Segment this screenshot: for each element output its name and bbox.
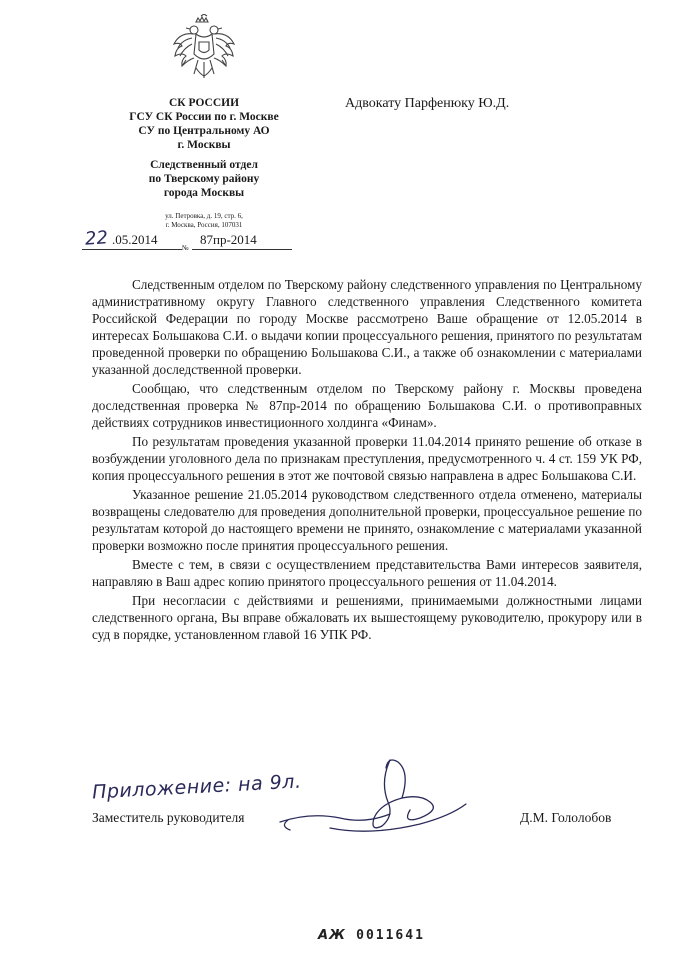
org-line: СУ по Центральному АО (138, 125, 270, 137)
dept-line: города Москвы (163, 187, 245, 199)
body-paragraph: Следственным отделом по Тверскому району следственного управления по Центральному административному округу Главного следственного управления Следственного комитета Российской Федерации по городу Москве рассмотрено Ваше обращение от 12.05.2014 в интересах Большакова С.И. о выдачи копии процессуального решения, принятого по результатам проведенной проверки по обращению Большакова С.И., а также об ознакомлении с материалами указанной доследственной проверки. (92, 277, 642, 377)
handwritten-signature (270, 752, 470, 842)
outgoing-reference (82, 228, 297, 258)
form-serial-number (318, 928, 425, 943)
reference-number: 87пр-2014 (200, 232, 257, 247)
body-paragraph: При несогласии с действиями и решениями, принимаемыми должностными лицами следственного органа, Вы вправе обжаловать их вышестоящему руководителю, прокурору или в суд в порядке, установленном главой 16 УПК РФ. (92, 593, 642, 642)
body-paragraph: Указанное решение 21.05.2014 руководством следственного отдела отменено, материалы возвращены следователю для проведения дополнительной проверки, процессуальное решение по результатам которой до настоящего времени не принято, ознакомление с материалами указанной проверки возможно после принятия процессуального решения. (92, 487, 642, 553)
org-line: г. Москвы (177, 139, 231, 151)
body-paragraph: Сообщаю, что следственным отделом по Тверскому району г. Москвы проведена доследственная проверка № 87пр-2014 по обращению Большакова С.И. о противоправных действиях сотрудников инвестиционного холдинга «Финам». (92, 381, 642, 430)
dept-line: по Тверскому району (148, 173, 260, 185)
org-line: СК РОССИИ (168, 97, 240, 109)
address-line: ул. Петровка, д. 19, стр. 6, (165, 212, 243, 220)
signatory-name: Д.М. Гололобов (520, 810, 612, 825)
double-headed-eagle-emblem (172, 14, 236, 86)
org-line: ГСУ СК России по г. Москве (129, 111, 279, 123)
addressee: Адвокату Парфенюку Ю.Д. (345, 96, 510, 111)
address-line: г. Москва, Россия, 107031 (165, 221, 243, 229)
handwritten-attachment-note: Приложение: на 9л. (91, 770, 302, 804)
date-underline (82, 249, 182, 250)
letter-body (92, 276, 642, 645)
organization-header (88, 96, 320, 152)
signatory-title: Заместитель руководителя (92, 810, 245, 825)
serial-digits: 0011641 (356, 928, 425, 943)
department-header (88, 158, 320, 200)
number-sign: № (182, 244, 189, 252)
body-paragraph: По результатам проведения указанной проверки 11.04.2014 принято решение об отказе в возбуждении уголовного дела по признакам преступления, предусмотренного ч. 4 ст. 159 УК РФ, копия процессуального решения в этот же почтовой связью направлена в адрес Большакова С.И. (92, 434, 642, 483)
body-paragraph: Вместе с тем, в связи с осуществлением представительства Вами интересов заявителя, направляю в Ваш адрес копию принятого процессуального решения от 11.04.2014. (92, 557, 642, 589)
serial-prefix: АЖ (318, 928, 346, 943)
reference-date: .05.2014 (112, 232, 158, 247)
dept-line: Следственный отдел (150, 159, 258, 171)
number-underline (192, 249, 292, 250)
handwritten-day: 22 (84, 227, 109, 250)
